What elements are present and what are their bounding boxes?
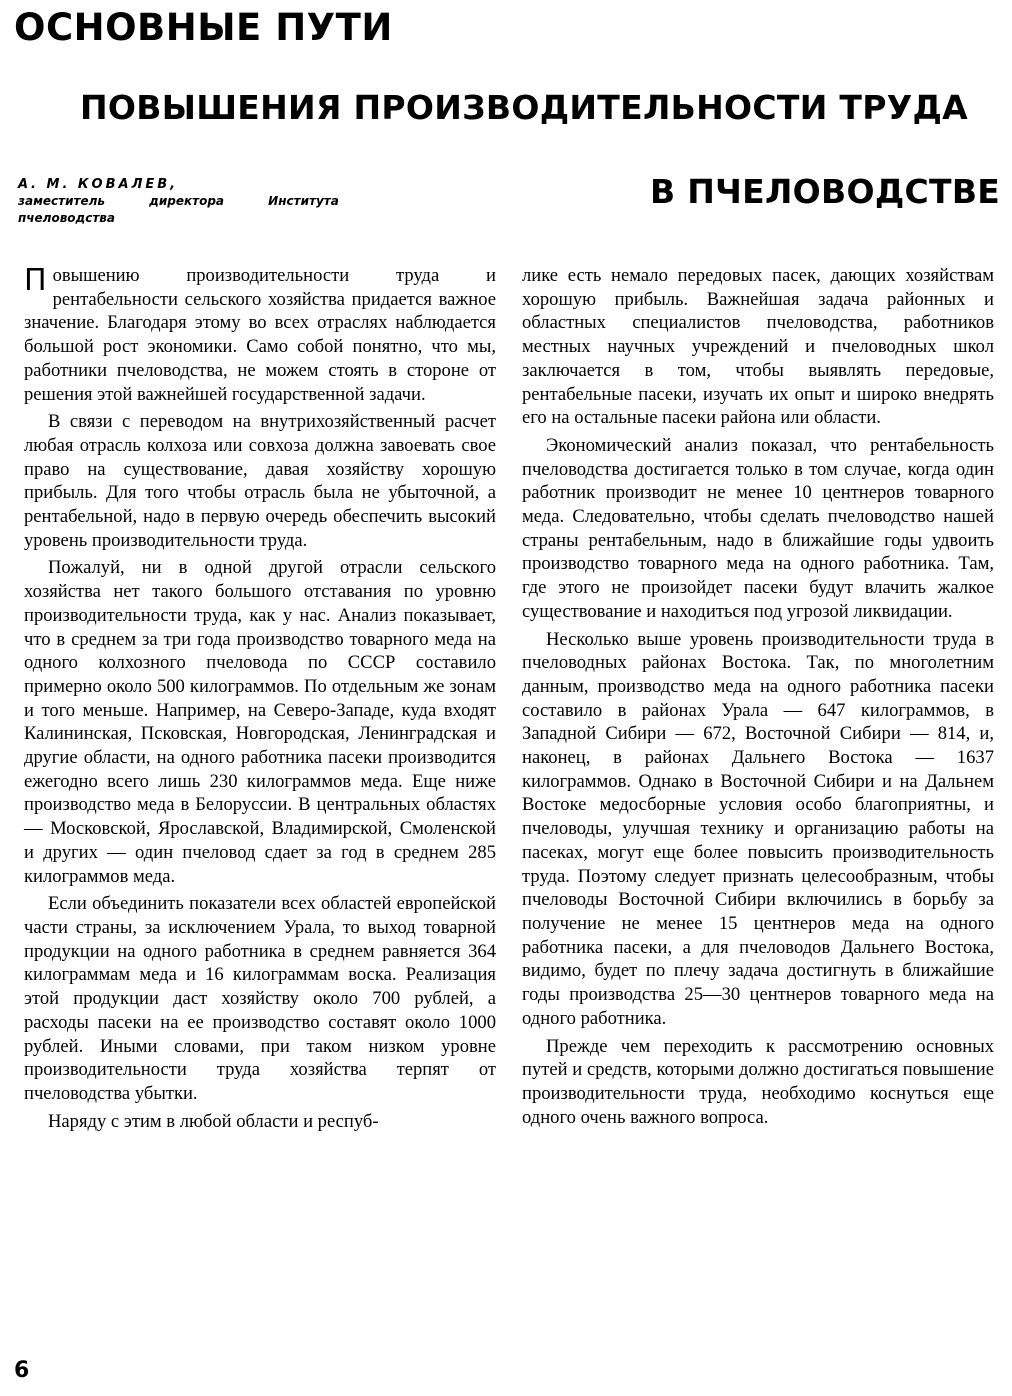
paragraph: Наряду с этим в любой области и респуб- xyxy=(48,1110,379,1132)
paragraph: Пожалуй, ни в одной другой отрасли сельского хозяйства нет такого большого отставания по уровню производительности труда, как у нас. Анализ показывает, что в среднем за три года производство товарного меда на одного колхозного пчеловода по СССР составило примерно около 500 килограммов. По отдельным же зонам и того меньше. Например, на Северо-Западе, куда входят Калининская, Псковская, Новгородская, Ленинградская и другие области, на одного работника пасеки производится ежегодно всего лишь 230 килограммов меда. Еще ниже производство меда в Белоруссии. В центральных областях — Московской, Ярославской, Владимирской, Смоленской и других — один пчеловод сдает за год в среднем 285 килограммов меда. xyxy=(24,557,496,887)
author-block xyxy=(18,176,378,227)
title-line-2: ПОВЫШЕНИЯ ПРОИЗВОДИТЕЛЬНОСТИ ТРУДА xyxy=(80,88,968,127)
author-institute: пчеловодства xyxy=(18,211,115,225)
left-column xyxy=(24,264,496,1133)
paragraph: лике есть немало передовых пасек, дающих хозяйствам хорошую прибыль. Важнейшая задача районных и областных специалистов пчеловодства, работников местных научных учреждений и пчеловодных школ заключается в том, чтобы выявлять передовые, рентабельные пасеки, изучать их опыт и широко внедрять его на остальные пасеки района или области. xyxy=(522,265,994,429)
right-column xyxy=(522,264,994,1129)
paragraph: В связи с переводом на внутрихозяйственный расчет любая отрасль колхоза или совхоза должна завоевать свое право на существование, давая хозяйству хорошую прибыль. Для того чтобы отрасль была не убыточной, а рентабельной, надо в первую очередь обеспечить высокий уровень производительности труда. xyxy=(24,411,496,551)
paragraph: Если объединить показатели всех областей европейской части страны, за исключением Урала, то выход товарной продукции на одного работника в среднем равняется 364 килограммам меда и 16 килограммам воска. Реализация этой продукции даст хозяйству около 700 рублей, а расходы пасеки на ее производство составят около 1000 рублей. Иными словами, при таком низком уровне производительности труда хозяйства терпят от пчеловодства убытки. xyxy=(24,893,496,1104)
paragraph: Экономический анализ показал, что рентабельность пчеловодства достигается только в том случае, когда один работник производит не менее 10 центнеров товарного меда. Следовательно, чтобы сделать пчеловодство нашей страны рентабельным, надо в ближайшие годы удвоить производство товарного меда на одного работника. Там, где этого не произойдет пасеки будут влачить жалкое существование и находиться под угрозой ликвидации. xyxy=(522,434,994,622)
paragraph-text: овышению производительности труда и рентабельности сельского хозяйства придается важное значение. Благодаря этому во всех отраслях наблюдается большой рост экономики. Само собой понятно, что мы, работники пчеловодства, не можем стоять в стороне от решения этой важнейшей государственной задачи. xyxy=(24,265,496,405)
page-number: 6 xyxy=(14,1358,30,1383)
paragraph xyxy=(24,264,496,406)
title-line-1: ОСНОВНЫЕ ПУТИ xyxy=(14,6,393,49)
author-position: заместитель директора Института xyxy=(18,194,339,208)
drop-cap: П xyxy=(24,263,47,298)
paragraph: Прежде чем переходить к рассмотрению основных путей и средств, которыми должно достигаться повышение производительности труда, необходимо коснуться еще одного очень важного вопроса. xyxy=(522,1035,994,1128)
title-line-3: В ПЧЕЛОВОДСТВЕ xyxy=(650,172,1001,211)
author-name: А. М. КОВАЛЕВ, xyxy=(18,177,179,192)
paragraph: Несколько выше уровень производительности труда в пчеловодных районах Востока. Так, по многолетним данным, производство меда на одного работника пасеки составило в районах Урала — 647 килограммов, в Западной Сибири — 672, Восточной Сибири — 814, и, наконец, в районах Дальнего Востока — 1637 килограммов. Однако в Восточной Сибири и на Дальнем Востоке медосборные условия особо благоприятны, и пчеловоды, улучшая технику и организацию работы на пасеках, могут еще более повысить производительность труда. Поэтому следует признать целесообразным, чтобы пчеловоды Восточной Сибири включились в борьбу за получение не менее 15 центнеров меда на одного работника пасеки, а для пчеловодов Дальнего Востока, видимо, будет по плечу задача достигнуть в ближайшие годы производства 25—30 центнеров товарного меда на одного работника. xyxy=(522,628,994,1029)
